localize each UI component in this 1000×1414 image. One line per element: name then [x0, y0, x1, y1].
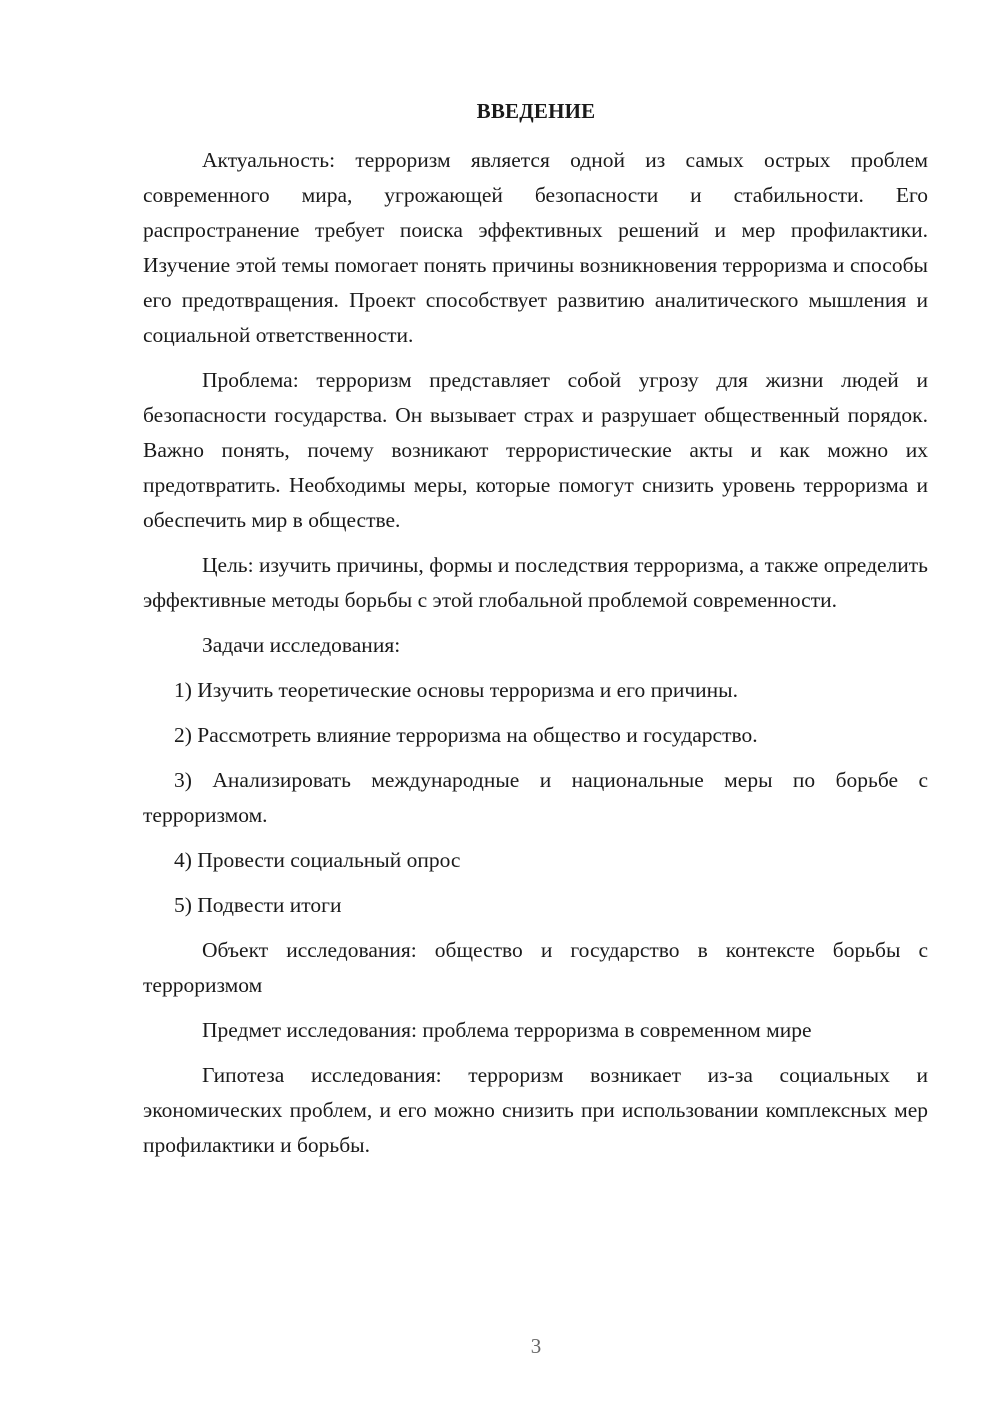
task-item-5: 5) Подвести итоги [174, 893, 342, 917]
page-heading: ВВЕДЕНИЕ [476, 99, 596, 123]
paragraph-hypothesis: Гипотеза исследования: терроризм возникает из-за социальных и экономических проблем, и его можно снизить при использовании комплексных мер профилактики и борьбы. [143, 1063, 928, 1157]
paragraph-problem: Проблема: терроризм представляет собой угрозу для жизни людей и безопасности государства. Он вызывает страх и разрушает общественный порядок. Важно понять, почему возникают террористические акты и как можно их предотвратить. Необходимы меры, которые помогут снизить уровень терроризма и обеспечить мир в обществе. [143, 368, 928, 532]
paragraph-object: Объект исследования: общество и государство в контексте борьбы с терроризмом [143, 938, 928, 997]
task-item-3: 3) Анализировать международные и национальные меры по борьбе с терроризмом. [143, 768, 928, 827]
paragraph-subject: Предмет исследования: проблема терроризма в современном мире [202, 1018, 812, 1042]
page-number: 3 [530, 1334, 542, 1358]
task-item-4: 4) Провести социальный опрос [174, 848, 461, 872]
paragraph-goal: Цель: изучить причины, формы и последствия терроризма, а также определить эффективные методы борьбы с этой глобальной проблемой современности. [143, 553, 928, 612]
task-item-1: 1) Изучить теоретические основы терроризма и его причины. [174, 678, 738, 702]
paragraph-relevance: Актуальность: терроризм является одной из самых острых проблем современного мира, угрожающей безопасности и стабильности. Его распространение требует поиска эффективных решений и мер профилактики. Изучение этой темы помогает понять причины возникновения терроризма и способы его предотвращения. Проект способствует развитию аналитического мышления и социальной ответственности. [143, 148, 928, 347]
document-body [143, 143, 928, 1173]
task-item-2: 2) Рассмотреть влияние терроризма на общество и государство. [174, 723, 758, 747]
tasks-title: Задачи исследования: [202, 633, 401, 657]
